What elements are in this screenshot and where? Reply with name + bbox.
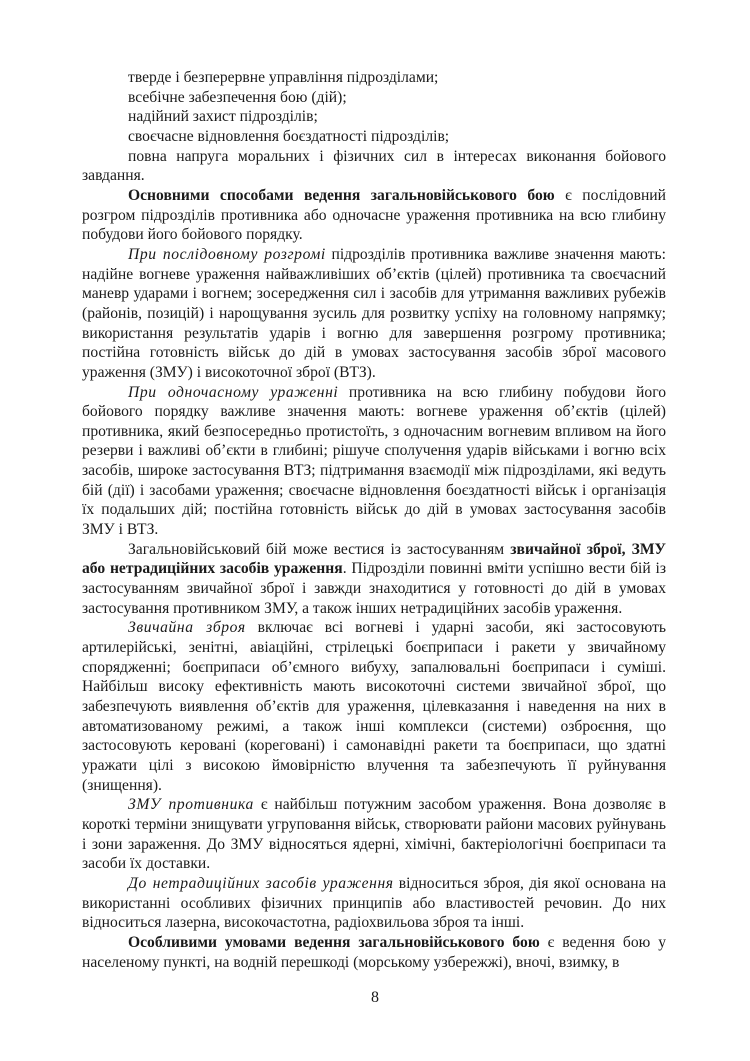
paragraph-text: є найбільш потужним засобом ураження. Вона дозволяє в короткі терміни знищувати угруповання військ, створювати райони масових руйнувань і зони зараження. До ЗМУ відносяться ядерні, хімічні, бактеріологічні боєприпаси та засоби їх доставки. [82, 796, 666, 873]
bold-term: звичайної зброї, ЗМУ або нетрадиційних засобів ураження [82, 540, 666, 578]
bullet-item: всебічне забезпечення бою (дій); [128, 88, 347, 106]
paragraph-text: відноситься зброя, дія якої основана на використанні особливих фізичних принципів або властивостей речовин. До них відноситься лазерна, високочастотна, радіохвильова зброя та інші. [82, 874, 666, 932]
paragraph-conventional-weapons [82, 618, 666, 795]
paragraph-weapon-types [82, 540, 666, 619]
paragraph-simultaneous-strike [82, 383, 666, 540]
paragraph-text: противника на всю глибину побудови його бойового порядку важливе значення мають: вогневе ураження об’єктів (цілей) противника, який безпосередньо протистоїть, з одночасним вогневим впливом на його резерви і важливі об’єкти в глибині; рішуче сполучення ударів військами і вогню всіх засобів, широке застосування ВТЗ; підтримання взаємодії між підрозділами, які ведуть бій (дії) і засобами ураження; своєчасне відновлення боєздатності військ і організація їх подальших дій; постійна готовність військ до дій в умовах застосування засобів ЗМУ і ВТЗ. [82, 383, 666, 539]
bullet-item: надійний захист підрозділів; [128, 108, 318, 126]
paragraph-main-methods [82, 186, 666, 245]
italic-term: При одночасному ураженні [128, 383, 339, 401]
paragraph-text: включає всі вогневі і ударні засоби, які застосовують артилерійські, зенітні, авіаційні, стрілецькі боєприпаси і ракети у звичайному спорядженні; боєприпаси об’ємного вибуху, запалювальні боєприпаси і суміші. Найбільш високу ефективність мають високоточні системи звичайної зброї, що забезпечують виявлення об’єктів для ураження, цілевказання і наведення на них в автоматизованому режимі, а також інші комплекси (системи) озброєння, що застосовують керовані (кореговані) і самонавідні ракети та боєприпаси, що здатні уражати цілі з високою ймовірністю влучення та забезпечують її руйнування (знищення). [82, 619, 666, 794]
paragraph-wmd [82, 795, 666, 874]
bullet-item: повна напруга моральних і фізичних сил в інтересах виконання бойового завдання. [82, 147, 666, 185]
paragraph-special-conditions [82, 933, 666, 972]
bullet-item: своєчасне відновлення боєздатності підрозділів; [128, 127, 450, 145]
italic-term: До нетрадиційних засобів ураження [128, 874, 394, 892]
page-number: 8 [371, 989, 379, 1006]
paragraph-text: . Підрозділи повинні вміти успішно вести бій із застосуванням звичайної зброї і завжди знаходитися у готовності до дій в умовах застосування противником ЗМУ, а також інших нетрадиційних засобів ураження. [82, 560, 666, 617]
bullet-item: тверде і безперервне управління підрозділами; [128, 69, 439, 86]
page-body [82, 68, 666, 972]
paragraph-text: підрозділів противника важливе значення мають: надійне вогневе ураження найважливіших об’єктів (цілей) противника та своєчасний маневр ударами і вогнем; зосередження сил і засобів для утримання важливих рубежів (районів, позицій) і нарощування зусиль для розвитку успіху на головному напрямку; використання результатів ударів і вогню для завершення розгрому противника; постійна готовність військ до дій в умовах застосування засобів зброї масового ураження (ЗМУ) і високоточної зброї (ВТЗ). [82, 245, 666, 381]
paragraph-text: є послідовний розгром підрозділів противника або одночасне ураження противника на всю глибину побудови його бойового порядку. [82, 186, 666, 244]
paragraph-sequential-defeat [82, 245, 666, 383]
italic-term: Звичайна зброя [128, 619, 246, 637]
paragraph-nontraditional-weapons [82, 874, 666, 933]
italic-term: При послідовному розгромі [128, 245, 326, 263]
paragraph-text: є ведення бою у населеному пункті, на водній перешкоді (морському узбережжі), вночі, взимку, в [82, 933, 667, 971]
bold-term: Особливими умовами ведення загальновійськового бою [128, 933, 540, 951]
italic-term: ЗМУ противника [128, 796, 254, 814]
paragraph-text: Загальновійськовий бій може вестися із застосуванням [128, 540, 511, 558]
bold-term: Основними способами ведення загальновійськового бою [128, 186, 555, 204]
